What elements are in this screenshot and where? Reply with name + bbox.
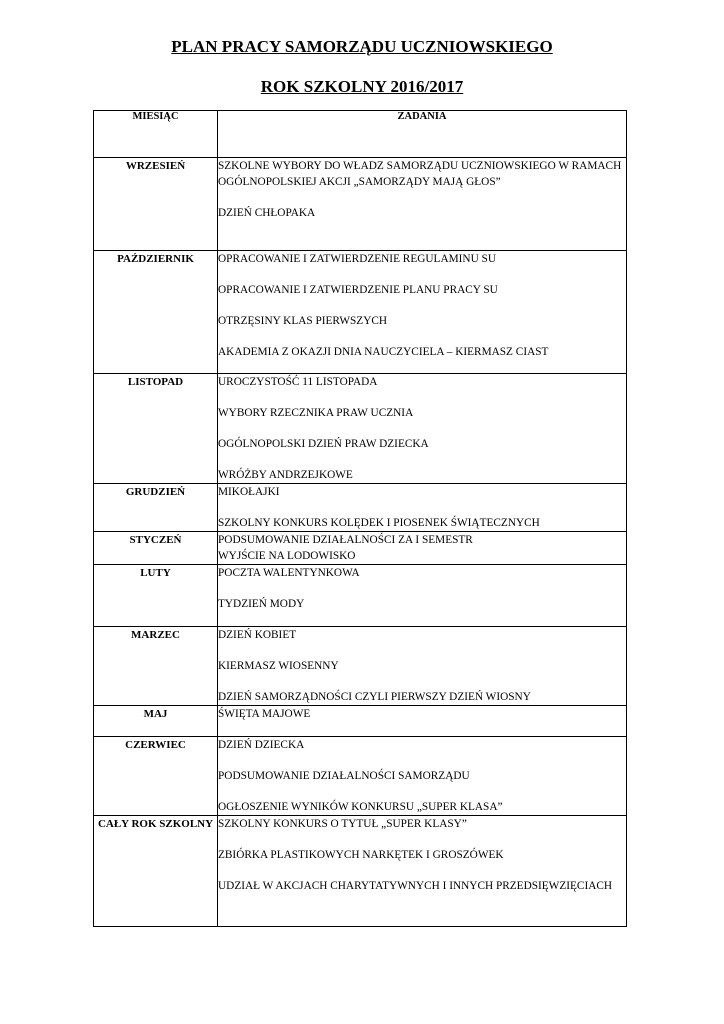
table-row: [94, 251, 627, 374]
task-item: POCZTA WALENTYNKOWA: [218, 567, 360, 579]
tasks-cell: [218, 484, 627, 532]
task-item: AKADEMIA Z OKAZJI DNIA NAUCZYCIELA – KIERMASZ CIAST: [218, 346, 549, 358]
table-row: [94, 532, 627, 565]
table-row: [94, 816, 627, 927]
task-item: UDZIAŁ W AKCJACH CHARYTATYWNYCH I INNYCH PRZEDSIĘWZIĘCIACH: [218, 880, 613, 892]
table-row: [94, 706, 627, 737]
task-item: SZKOLNY KONKURS O TYTUŁ „SUPER KLASY”: [218, 818, 467, 830]
month-cell: STYCZEŃ: [94, 532, 218, 565]
month-cell: LUTY: [94, 565, 218, 627]
task-item: ZBIÓRKA PLASTIKOWYCH NARKĘTEK I GROSZÓWEK: [218, 849, 504, 861]
task-item: DZIEŃ CHŁOPAKA: [218, 207, 316, 219]
tasks-cell: [218, 374, 627, 484]
task-item: OPRACOWANIE I ZATWIERDZENIE REGULAMINU SU: [218, 253, 496, 265]
task-item: TYDZIEŃ MODY: [218, 598, 305, 610]
task-item: WYBORY RZECZNIKA PRAW UCZNIA: [218, 407, 414, 419]
task-item: UROCZYSTOŚĆ 11 LISTOPADA: [218, 376, 378, 388]
month-cell: MAJ: [94, 706, 218, 737]
month-cell: CZERWIEC: [94, 737, 218, 816]
task-item: DZIEŃ SAMORZĄDNOŚCI CZYLI PIERWSZY DZIEŃ WIOSNY: [218, 691, 531, 703]
tasks-cell: [218, 532, 627, 565]
tasks-cell: [218, 816, 627, 927]
tasks-cell: [218, 565, 627, 627]
month-column-header: MIESIĄC: [94, 111, 218, 158]
tasks-column-header: ZADANIA: [218, 111, 627, 158]
document-title: PLAN PRACY SAMORZĄDU UCZNIOWSKIEGO: [171, 37, 553, 56]
month-cell: MARZEC: [94, 627, 218, 706]
work-plan-table: [93, 110, 627, 927]
table-header-row: [94, 111, 627, 158]
tasks-cell: [218, 706, 627, 737]
tasks-cell: [218, 737, 627, 816]
task-item: OGÓLNOPOLSKI DZIEŃ PRAW DZIECKA: [218, 438, 429, 450]
table-row: [94, 374, 627, 484]
tasks-cell: [218, 251, 627, 374]
task-item: ŚWIĘTA MAJOWE: [218, 708, 311, 720]
task-item: OPRACOWANIE I ZATWIERDZENIE PLANU PRACY SU: [218, 284, 498, 296]
table-row: [94, 737, 627, 816]
task-item: PODSUMOWANIE DZIAŁALNOŚCI SAMORZĄDU: [218, 770, 470, 782]
table-row: [94, 484, 627, 532]
month-cell: GRUDZIEŃ: [94, 484, 218, 532]
month-cell: CAŁY ROK SZKOLNY: [94, 816, 218, 927]
tasks-cell: [218, 158, 627, 251]
task-item: PODSUMOWANIE DZIAŁALNOŚCI ZA I SEMESTR: [218, 534, 473, 546]
task-item: SZKOLNY KONKURS KOLĘDEK I PIOSENEK ŚWIĄTECZNYCH: [218, 517, 540, 529]
table-row: [94, 627, 627, 706]
task-item: KIERMASZ WIOSENNY: [218, 660, 339, 672]
table-row: [94, 565, 627, 627]
month-cell: PAŹDZIERNIK: [94, 251, 218, 374]
task-item: DZIEŃ DZIECKA: [218, 739, 305, 751]
tasks-cell: [218, 627, 627, 706]
school-year-title: ROK SZKOLNY 2016/2017: [260, 77, 464, 96]
table-row: [94, 158, 627, 251]
task-item: WYJŚCIE NA LODOWISKO: [218, 550, 356, 562]
month-cell: WRZESIEŃ: [94, 158, 218, 251]
task-item: OTRZĘSINY KLAS PIERWSZYCH: [218, 315, 388, 327]
task-item: MIKOŁAJKI: [218, 486, 280, 498]
task-item: SZKOLNE WYBORY DO WŁADZ SAMORZĄDU UCZNIOWSKIEGO W RAMACH OGÓLNOPOLSKIEJ AKCJI „SAMORZĄDY MAJĄ GŁOS”: [218, 160, 622, 188]
task-item: OGŁOSZENIE WYNIKÓW KONKURSU „SUPER KLASA”: [218, 801, 503, 813]
task-item: DZIEŃ KOBIET: [218, 629, 297, 641]
month-cell: LISTOPAD: [94, 374, 218, 484]
task-item: WRÓŻBY ANDRZEJKOWE: [218, 469, 353, 481]
